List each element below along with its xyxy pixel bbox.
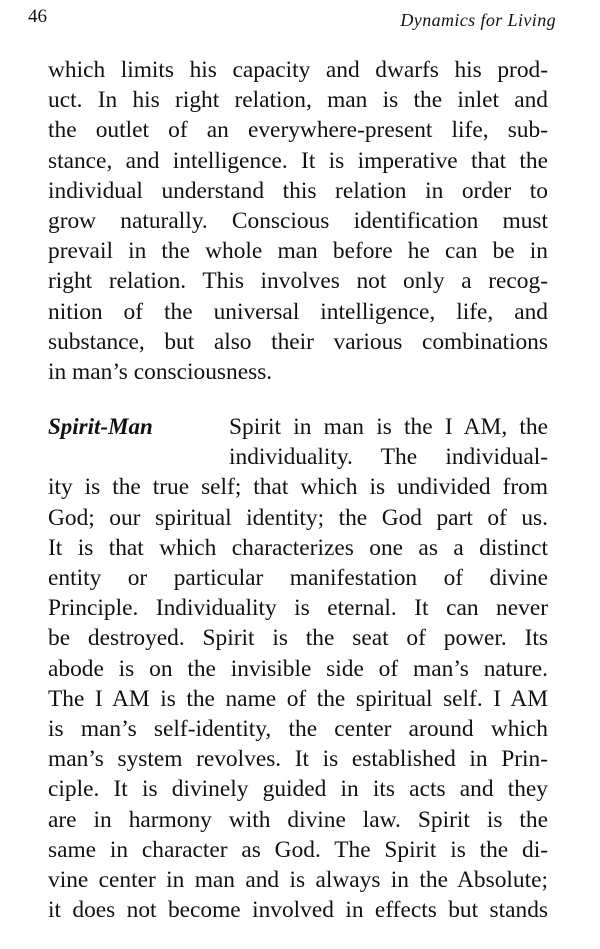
text-line: grow naturally. Conscious identification must	[48, 208, 548, 235]
text-line: substance, but also their various combinations	[48, 328, 548, 355]
text-line: It is that which characterizes one as a distinct	[48, 534, 548, 561]
text-line: uct. In his right relation, man is the inlet and	[48, 87, 548, 114]
page-number: 46	[28, 6, 47, 27]
paragraph-1	[48, 55, 548, 387]
text-line: be destroyed. Spirit is the seat of power. Its	[48, 625, 548, 652]
text-line: Spirit in man is the I AM, the	[229, 414, 548, 440]
text-line: right relation. This involves not only a recog-	[48, 268, 548, 295]
text-line: are in harmony with divine law. Spirit is the	[48, 806, 548, 833]
text-line: ciple. It is divinely guided in its acts and they	[48, 776, 548, 803]
text-line: The I AM is the name of the spiritual self. I AM	[48, 685, 548, 712]
text-line: in man’s consciousness.	[48, 359, 273, 386]
text-line: Principle. Individuality is eternal. It can never	[48, 595, 548, 622]
text-line: the outlet of an everywhere-present life, sub-	[48, 117, 548, 144]
text-line: ity is the true self; that which is undivided from	[48, 474, 548, 501]
text-line: nition of the universal intelligence, life, and	[48, 298, 548, 325]
text-line: individuality. The individual-	[229, 444, 548, 471]
text-line: it does not become involved in effects but stands	[48, 897, 548, 924]
text-line: entity or particular manifestation of divine	[48, 565, 548, 592]
running-head: Dynamics for Living	[400, 10, 556, 30]
text-line: vine center in man and is always in the Absolute;	[48, 867, 548, 894]
page-header	[28, 6, 556, 36]
text-line: which limits his capacity and dwarfs his prod-	[48, 57, 548, 83]
text-line: stance, and intelligence. It is imperative that the	[48, 147, 548, 174]
section-spirit-man	[48, 412, 548, 925]
text-line: abode is on the invisible side of man’s nature.	[48, 655, 548, 682]
text-line: God; our spiritual identity; the God part of us.	[48, 504, 548, 531]
side-heading: Spirit-Man	[48, 414, 153, 439]
text-line: man’s system revolves. It is established in Prin-	[48, 746, 548, 773]
text-line: is man’s self-identity, the center around which	[48, 716, 548, 743]
text-line: individual understand this relation in order to	[48, 177, 548, 204]
text-line: same in character as God. The Spirit is the di-	[48, 836, 548, 863]
text-line: prevail in the whole man before he can be in	[48, 238, 548, 265]
